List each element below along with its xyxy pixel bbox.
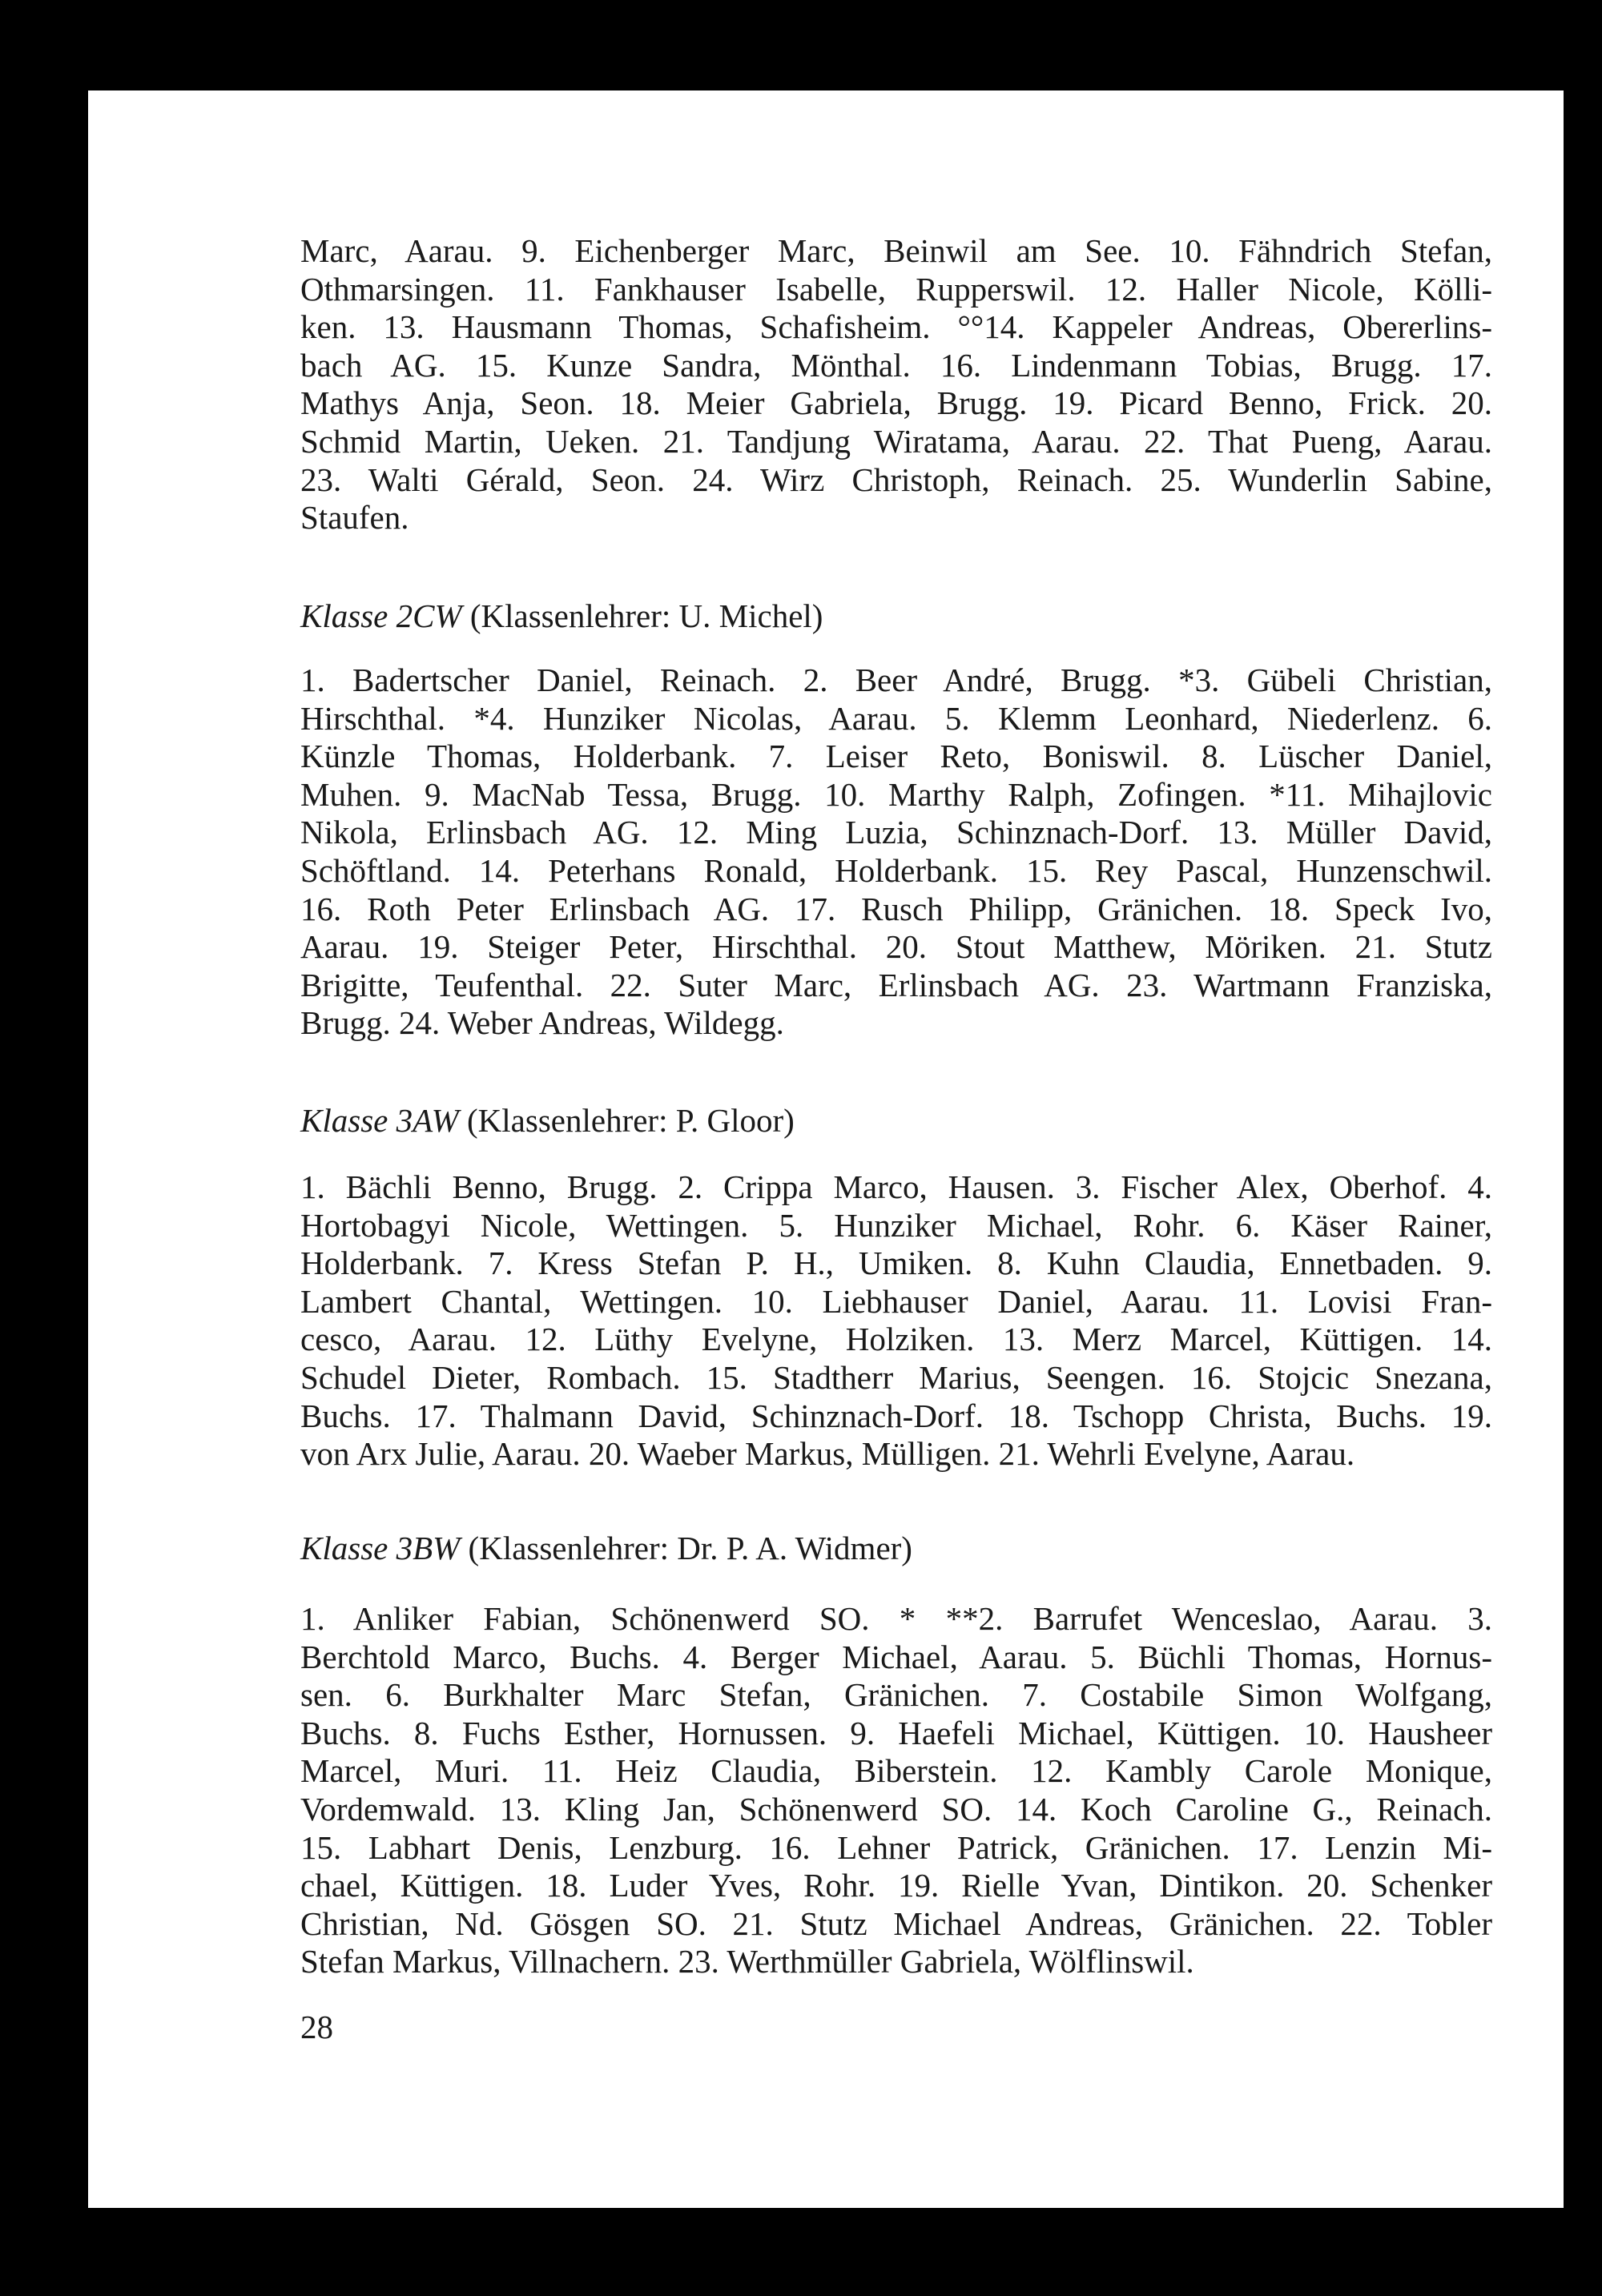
paragraph-klasse-3aw — [300, 1168, 1492, 1474]
text-line: 1. Anliker Fabian, Schönenwerd SO. * **2. Barrufet Wenceslao, Aarau. 3. — [300, 1600, 1492, 1637]
text-line: Marc, Aarau. 9. Eichenberger Marc, Beinwil am See. 10. Fähndrich Stefan, — [300, 232, 1492, 269]
heading-klasse-2cw — [300, 597, 1492, 636]
class-teacher: (Klassenlehrer: U. Michel) — [461, 597, 823, 634]
paragraph-continued — [300, 232, 1492, 537]
text-line: Lambert Chantal, Wettingen. 10. Liebhauser Daniel, Aarau. 11. Lovisi Fran- — [300, 1282, 1492, 1320]
text-line: ken. 13. Hausmann Thomas, Schafisheim. °°14. Kappeler Andreas, Obererlins- — [300, 308, 1492, 346]
text-line: bach AG. 15. Kunze Sandra, Mönthal. 16. Lindenmann Tobias, Brugg. 17. — [300, 346, 1492, 384]
class-name: Klasse 2CW — [300, 597, 462, 634]
text-line: Marcel, Muri. 11. Heiz Claudia, Biberstein. 12. Kambly Carole Monique, — [300, 1752, 1492, 1790]
text-line: Mathys Anja, Seon. 18. Meier Gabriela, Brugg. 19. Picard Benno, Frick. 20. — [300, 384, 1492, 422]
text-line: Schöftland. 14. Peterhans Ronald, Holderbank. 15. Rey Pascal, Hunzenschwil. — [300, 851, 1492, 889]
document-page — [88, 90, 1564, 2208]
text-line: 1. Badertscher Daniel, Reinach. 2. Beer André, Brugg. *3. Gübeli Christian, — [300, 661, 1492, 698]
text-line: Brugg. 24. Weber Andreas, Wildegg. — [300, 1004, 784, 1042]
page-number: 28 — [300, 2008, 333, 2045]
class-name: Klasse 3BW — [300, 1530, 461, 1566]
text-line: Hortobagyi Nicole, Wettingen. 5. Hunziker Michael, Rohr. 6. Käser Rainer, — [300, 1206, 1492, 1244]
text-line: Buchs. 17. Thalmann David, Schinznach-Dorf. 18. Tschopp Christa, Buchs. 19. — [300, 1397, 1492, 1434]
text-line: chael, Küttigen. 18. Luder Yves, Rohr. 19. Rielle Yvan, Dintikon. 20. Schenker — [300, 1867, 1492, 1904]
paragraph-klasse-3bw — [300, 1600, 1492, 1981]
heading-klasse-3bw — [300, 1530, 1492, 1568]
class-teacher: (Klassenlehrer: Dr. P. A. Widmer) — [460, 1530, 912, 1566]
text-line: Stefan Markus, Villnachern. 23. Werthmüller Gabriela, Wölflinswil. — [300, 1943, 1194, 1980]
text-line: Aarau. 19. Steiger Peter, Hirschthal. 20. Stout Matthew, Möriken. 21. Stutz — [300, 928, 1492, 966]
text-line: Brigitte, Teufenthal. 22. Suter Marc, Erlinsbach AG. 23. Wartmann Franziska, — [300, 966, 1492, 1003]
paragraph-klasse-2cw — [300, 661, 1492, 1043]
heading-klasse-3aw — [300, 1102, 1492, 1140]
text-line: 16. Roth Peter Erlinsbach AG. 17. Rusch Philipp, Gränichen. 18. Speck Ivo, — [300, 890, 1492, 927]
text-line: Staufen. — [300, 499, 409, 537]
text-line: sen. 6. Burkhalter Marc Stefan, Gränichen. 7. Costabile Simon Wolfgang, — [300, 1676, 1492, 1714]
text-line: 1. Bächli Benno, Brugg. 2. Crippa Marco, Hausen. 3. Fischer Alex, Oberhof. 4. — [300, 1168, 1492, 1205]
text-line: 23. Walti Gérald, Seon. 24. Wirz Christoph, Reinach. 25. Wunderlin Sabine, — [300, 460, 1492, 498]
text-line: Nikola, Erlinsbach AG. 12. Ming Luzia, Schinznach-Dorf. 13. Müller David, — [300, 814, 1492, 851]
text-line: Künzle Thomas, Holderbank. 7. Leiser Reto, Boniswil. 8. Lüscher Daniel, — [300, 738, 1492, 775]
text-line: von Arx Julie, Aarau. 20. Waeber Markus, Mülligen. 21. Wehrli Evelyne, Aarau. — [300, 1435, 1355, 1473]
text-line: Othmarsingen. 11. Fankhauser Isabelle, Rupperswil. 12. Haller Nicole, Kölli- — [300, 270, 1492, 308]
text-line: Schmid Martin, Ueken. 21. Tandjung Wiratama, Aarau. 22. That Pueng, Aarau. — [300, 422, 1492, 460]
text-line: cesco, Aarau. 12. Lüthy Evelyne, Holziken. 13. Merz Marcel, Küttigen. 14. — [300, 1321, 1492, 1358]
text-line: Hirschthal. *4. Hunziker Nicolas, Aarau. 5. Klemm Leonhard, Niederlenz. 6. — [300, 699, 1492, 737]
text-line: 15. Labhart Denis, Lenzburg. 16. Lehner Patrick, Gränichen. 17. Lenzin Mi- — [300, 1828, 1492, 1866]
class-teacher: (Klassenlehrer: P. Gloor) — [458, 1102, 795, 1139]
text-line: Holderbank. 7. Kress Stefan P. H., Umiken. 8. Kuhn Claudia, Ennetbaden. 9. — [300, 1245, 1492, 1282]
text-line: Buchs. 8. Fuchs Esther, Hornussen. 9. Haefeli Michael, Küttigen. 10. Hausheer — [300, 1714, 1492, 1751]
text-line: Berchtold Marco, Buchs. 4. Berger Michael, Aarau. 5. Büchli Thomas, Hornus- — [300, 1638, 1492, 1675]
text-line: Vordemwald. 13. Kling Jan, Schönenwerd SO. 14. Koch Caroline G., Reinach. — [300, 1790, 1492, 1828]
text-line: Christian, Nd. Gösgen SO. 21. Stutz Michael Andreas, Gränichen. 22. Tobler — [300, 1904, 1492, 1942]
text-line: Schudel Dieter, Rombach. 15. Stadtherr Marius, Seengen. 16. Stojcic Snezana, — [300, 1358, 1492, 1396]
text-line: Muhen. 9. MacNab Tessa, Brugg. 10. Marthy Ralph, Zofingen. *11. Mihajlovic — [300, 775, 1492, 813]
class-name: Klasse 3AW — [300, 1102, 459, 1139]
